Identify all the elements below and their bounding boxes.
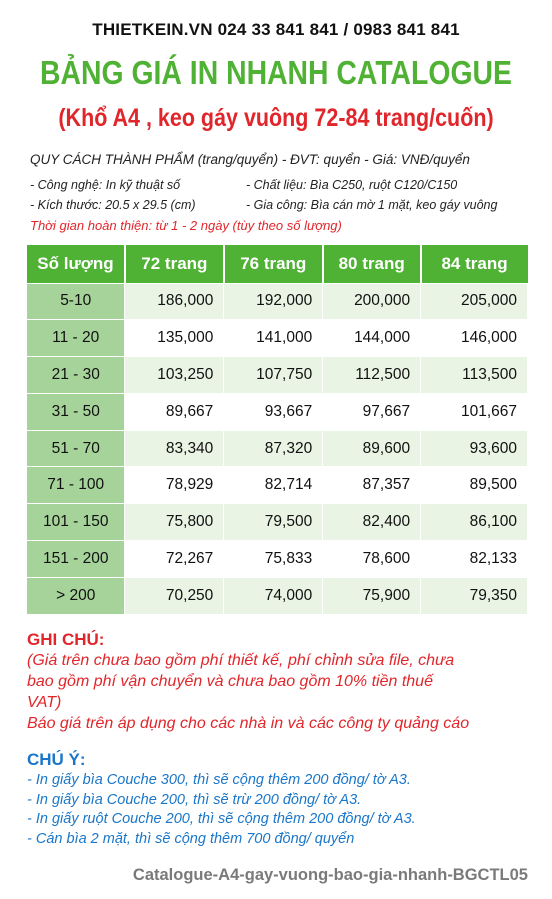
price-cell: 75,833 (224, 541, 323, 578)
note-line: VAT) (27, 694, 62, 711)
price-cell: 75,900 (323, 577, 421, 614)
note-line: Báo giá trên áp dụng cho các nhà in và các công ty quảng cáo (27, 715, 470, 732)
contact-header: THIETKEIN.VN 024 33 841 841 / 0983 841 841 (92, 20, 460, 39)
price-cell: 205,000 (421, 283, 528, 320)
table-row (27, 283, 528, 320)
price-cell: 141,000 (224, 320, 323, 357)
price-cell: 83,340 (125, 430, 224, 467)
price-cell: 93,600 (421, 430, 528, 467)
page-subtitle: (Khổ A4 , keo gáy vuông 72-84 trang/cuốn) (58, 104, 494, 132)
price-cell: 79,500 (224, 504, 323, 541)
price-cell: 82,133 (421, 541, 528, 578)
spec-time: Thời gian hoàn thiện: từ 1 - 2 ngày (tùy theo số lượng) (30, 218, 342, 233)
price-cell: 86,100 (421, 504, 528, 541)
spec-material: - Chất liệu: Bìa C250, ruột C120/C150 (246, 178, 458, 192)
price-cell: 107,750 (224, 357, 323, 394)
spec-heading: QUY CÁCH THÀNH PHẨM (trang/quyển) - ĐVT: quyển - Giá: VNĐ/quyển (30, 152, 470, 167)
price-cell: 82,714 (224, 467, 323, 504)
price-cell: 112,500 (323, 357, 421, 394)
header-76-pages: 76 trang (224, 245, 323, 283)
spec-technology: - Công nghệ: In kỹ thuật số (30, 178, 181, 192)
price-cell: 74,000 (224, 577, 323, 614)
price-cell: 89,500 (421, 467, 528, 504)
footer-code: Catalogue-A4-gay-vuong-bao-gia-nhanh-BGCTL05 (132, 866, 528, 884)
quantity-cell: 71 - 100 (27, 467, 125, 504)
price-cell: 78,929 (125, 467, 224, 504)
spec-finishing: - Gia công: Bìa cán mờ 1 mặt, keo gáy vuông (246, 198, 498, 212)
page-title: BẢNG GIÁ IN NHANH CATALOGUE (40, 54, 512, 91)
price-cell: 78,600 (323, 541, 421, 578)
note-line: bao gồm phí vận chuyển và chưa bao gồm 10% tiền thuế (27, 673, 433, 690)
table-row (27, 393, 528, 430)
price-cell: 200,000 (323, 283, 421, 320)
header-80-pages: 80 trang (323, 245, 421, 283)
attention-line: - In giấy bìa Couche 300, thì sẽ cộng thêm 200 đồng/ tờ A3. (27, 772, 411, 788)
price-cell: 82,400 (323, 504, 421, 541)
table-row (27, 357, 528, 394)
price-cell: 70,250 (125, 577, 224, 614)
price-cell: 144,000 (323, 320, 421, 357)
price-cell: 87,320 (224, 430, 323, 467)
price-cell: 75,800 (125, 504, 224, 541)
table-row (27, 430, 528, 467)
quantity-cell: 11 - 20 (27, 320, 125, 357)
table-row (27, 577, 528, 614)
price-cell: 101,667 (421, 393, 528, 430)
price-cell: 113,500 (421, 357, 528, 394)
price-cell: 87,357 (323, 467, 421, 504)
quantity-cell: 5-10 (27, 283, 125, 320)
price-cell: 135,000 (125, 320, 224, 357)
spec-size: - Kích thước: 20.5 x 29.5 (cm) (30, 198, 196, 212)
price-table (27, 245, 528, 614)
price-cell: 97,667 (323, 393, 421, 430)
quantity-cell: 151 - 200 (27, 541, 125, 578)
quantity-cell: 101 - 150 (27, 504, 125, 541)
price-cell: 79,350 (421, 577, 528, 614)
attention-title: CHÚ Ý: (27, 750, 86, 769)
header-72-pages: 72 trang (125, 245, 224, 283)
header-84-pages: 84 trang (421, 245, 528, 283)
price-cell: 146,000 (421, 320, 528, 357)
attention-line: - Cán bìa 2 mặt, thì sẽ cộng thêm 700 đồng/ quyển (27, 831, 355, 847)
price-cell: 192,000 (224, 283, 323, 320)
table-row (27, 504, 528, 541)
quantity-cell: 21 - 30 (27, 357, 125, 394)
attention-line: - In giấy ruột Couche 200, thì sẽ cộng thêm 200 đồng/ tờ A3. (27, 811, 416, 827)
price-cell: 103,250 (125, 357, 224, 394)
price-cell: 186,000 (125, 283, 224, 320)
notes-title: GHI CHÚ: (27, 630, 105, 649)
price-cell: 93,667 (224, 393, 323, 430)
price-cell: 89,667 (125, 393, 224, 430)
note-line: (Giá trên chưa bao gồm phí thiết kế, phí chỉnh sửa file, chưa (27, 652, 455, 669)
price-cell: 72,267 (125, 541, 224, 578)
header-quantity: Số lượng (27, 245, 125, 283)
price-cell: 89,600 (323, 430, 421, 467)
quantity-cell: 51 - 70 (27, 430, 125, 467)
table-row (27, 467, 528, 504)
table-row (27, 541, 528, 578)
table-row (27, 320, 528, 357)
quantity-cell: 31 - 50 (27, 393, 125, 430)
attention-line: - In giấy bìa Couche 200, thì sẽ trừ 200 đồng/ tờ A3. (27, 792, 362, 808)
quantity-cell: > 200 (27, 577, 125, 614)
table-header-row (27, 245, 528, 283)
